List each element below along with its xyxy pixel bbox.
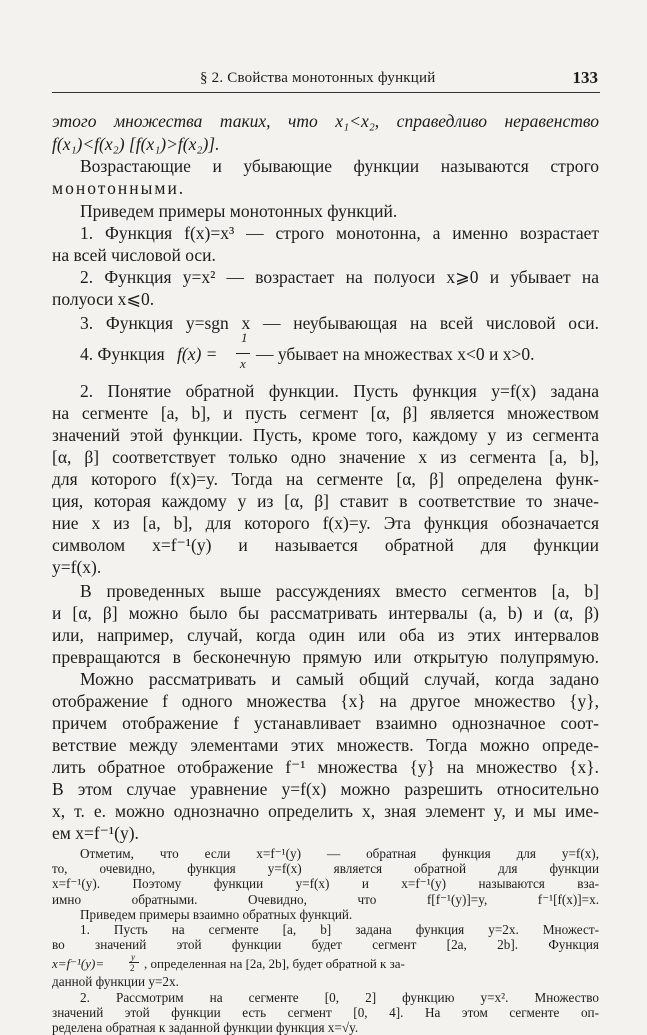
text-line: Возрастающие и убывающие функции называются строго bbox=[80, 156, 599, 176]
text-line: ем x=f⁻¹(y). bbox=[52, 823, 139, 843]
text-line: В проведенных выше рассуждениях вместо сегментов [a, b] bbox=[80, 581, 599, 601]
page-number: 133 bbox=[572, 68, 598, 87]
formula-line-example-1 bbox=[52, 952, 599, 974]
formula-rest: — убывает на множествах x<0 и x>0. bbox=[256, 344, 535, 364]
fraction-denominator: x bbox=[240, 356, 246, 371]
formula-line-4 bbox=[52, 330, 599, 382]
text-line: символом x=f⁻¹(y) и называется обратной для функции bbox=[52, 535, 599, 555]
text-line: 1. Пусть на сегменте [a, b] задана функция y=2x. Множест- bbox=[80, 922, 599, 937]
text-line: превращаются в бесконечную прямую или открытую полупрямую. bbox=[52, 647, 599, 667]
running-header bbox=[52, 66, 600, 93]
text-line: на всей числовой оси. bbox=[52, 245, 216, 265]
text-line: Приведем примеры взаимно обратных функций. bbox=[80, 906, 353, 922]
fraction-denominator: 2 bbox=[130, 963, 135, 974]
text-line: то, очевидно, функция y=f(x) является обратной для функции bbox=[52, 861, 599, 877]
header-title: § 2. Свойства монотонных функций bbox=[200, 70, 436, 86]
fraction-bar bbox=[236, 353, 250, 354]
text-line: 2. Рассмотрим на сегменте [0, 2] функцию y=x². Множество bbox=[80, 989, 599, 1005]
text-line: ределена обратная к заданной функции функция x=√y. bbox=[52, 1020, 359, 1035]
text-line: x=f⁻¹(y). Поэтому функции y=f(x) и x=f⁻¹(y) называются вза- bbox=[52, 876, 599, 892]
fraction-numerator: 1 bbox=[241, 330, 248, 345]
text-line: В этом случае уравнение y=f(x) можно разрешить относительно bbox=[52, 779, 599, 799]
text-line: полуоси x⩽0. bbox=[52, 289, 155, 309]
text-line: ция, которая каждому y из [α, β] ставит в соответствие то значе- bbox=[52, 491, 599, 511]
text-line: значений этой функции есть сегмент [0, 4]. На этом сегменте оп- bbox=[52, 1004, 599, 1020]
text-line: y=f(x). bbox=[52, 557, 102, 577]
text-line: 2. Понятие обратной функции. Пусть функция y=f(x) задана bbox=[80, 381, 599, 401]
text-line: Приведем примеры монотонных функций. bbox=[80, 201, 398, 221]
text-line: во значений этой функции будет сегмент [2a, 2b]. Функция bbox=[52, 937, 599, 953]
text-line: f(x₁)<f(x₂) [f(x₁)>f(x₂)]. bbox=[52, 134, 220, 154]
text-line: причем отображение f устанавливает взаимно однозначное соот- bbox=[52, 713, 599, 733]
text-line: x, т. е. можно однозначно определить x, зная элемент y, и мы име- bbox=[52, 801, 599, 821]
formula-lhs: x=f⁻¹(y)= bbox=[52, 956, 105, 972]
text-line: Отметим, что если x=f⁻¹(y) — обратная функция для y=f(x), bbox=[80, 846, 599, 861]
text-line: или, например, случай, когда один или оба из этих интервалов bbox=[52, 625, 599, 645]
text-line: Можно рассматривать и самый общий случай, когда задано bbox=[80, 669, 599, 689]
text-line: отображение f одного множества {x} на другое множество {y}, bbox=[52, 691, 599, 711]
text-line: на сегменте [a, b], и пусть сегмент [α, β] является множеством bbox=[52, 403, 599, 423]
text-line: [α, β] соответствует только одно значение x из сегмента [a, b], bbox=[52, 447, 599, 467]
text-line: ветствие между элементами этих множеств. Тогда можно опреде- bbox=[52, 735, 599, 755]
text-line: этого множества таких, что x₁<x₂, справедливо неравенство bbox=[52, 111, 599, 131]
text-line: ние x из [a, b], для которого f(x)=y. Эта функция обозначается bbox=[52, 513, 599, 533]
text-line: и [α, β] можно было бы рассматривать интервалы (a, b) и (α, β) bbox=[52, 603, 599, 623]
formula-rest: , определенная на [2a, 2b], будет обратной к за- bbox=[144, 956, 405, 972]
formula-prefix: 4. Функция bbox=[80, 344, 165, 364]
text-line: 1. Функция f(x)=x³ — строго монотонна, а именно возрастает bbox=[80, 223, 599, 243]
text-line: значений этой функции. Пусть, кроме того, каждому y из сегмента bbox=[52, 425, 599, 445]
text-line: для которого f(x)=y. Тогда на сегменте [α, β] определена функ- bbox=[52, 469, 599, 489]
text-line: 3. Функция y=sgn x — неубывающая на всей числовой оси. bbox=[80, 313, 599, 333]
text-line: 2. Функция y=x² — возрастает на полуоси x⩾0 и убывает на bbox=[80, 267, 599, 287]
text-line: имно обратными. Очевидно, что f[f⁻¹(y)]=y, f⁻¹[f(x)]=x. bbox=[52, 891, 599, 907]
text-line: данной функции y=2x. bbox=[52, 974, 179, 990]
formula-lhs: f(x) = bbox=[177, 344, 218, 364]
text-line: монотонными. bbox=[52, 178, 186, 198]
text-line: лить обратное отображение f⁻¹ множества {y} на множество {x}. bbox=[52, 757, 599, 777]
fraction-numerator: y bbox=[131, 952, 135, 963]
